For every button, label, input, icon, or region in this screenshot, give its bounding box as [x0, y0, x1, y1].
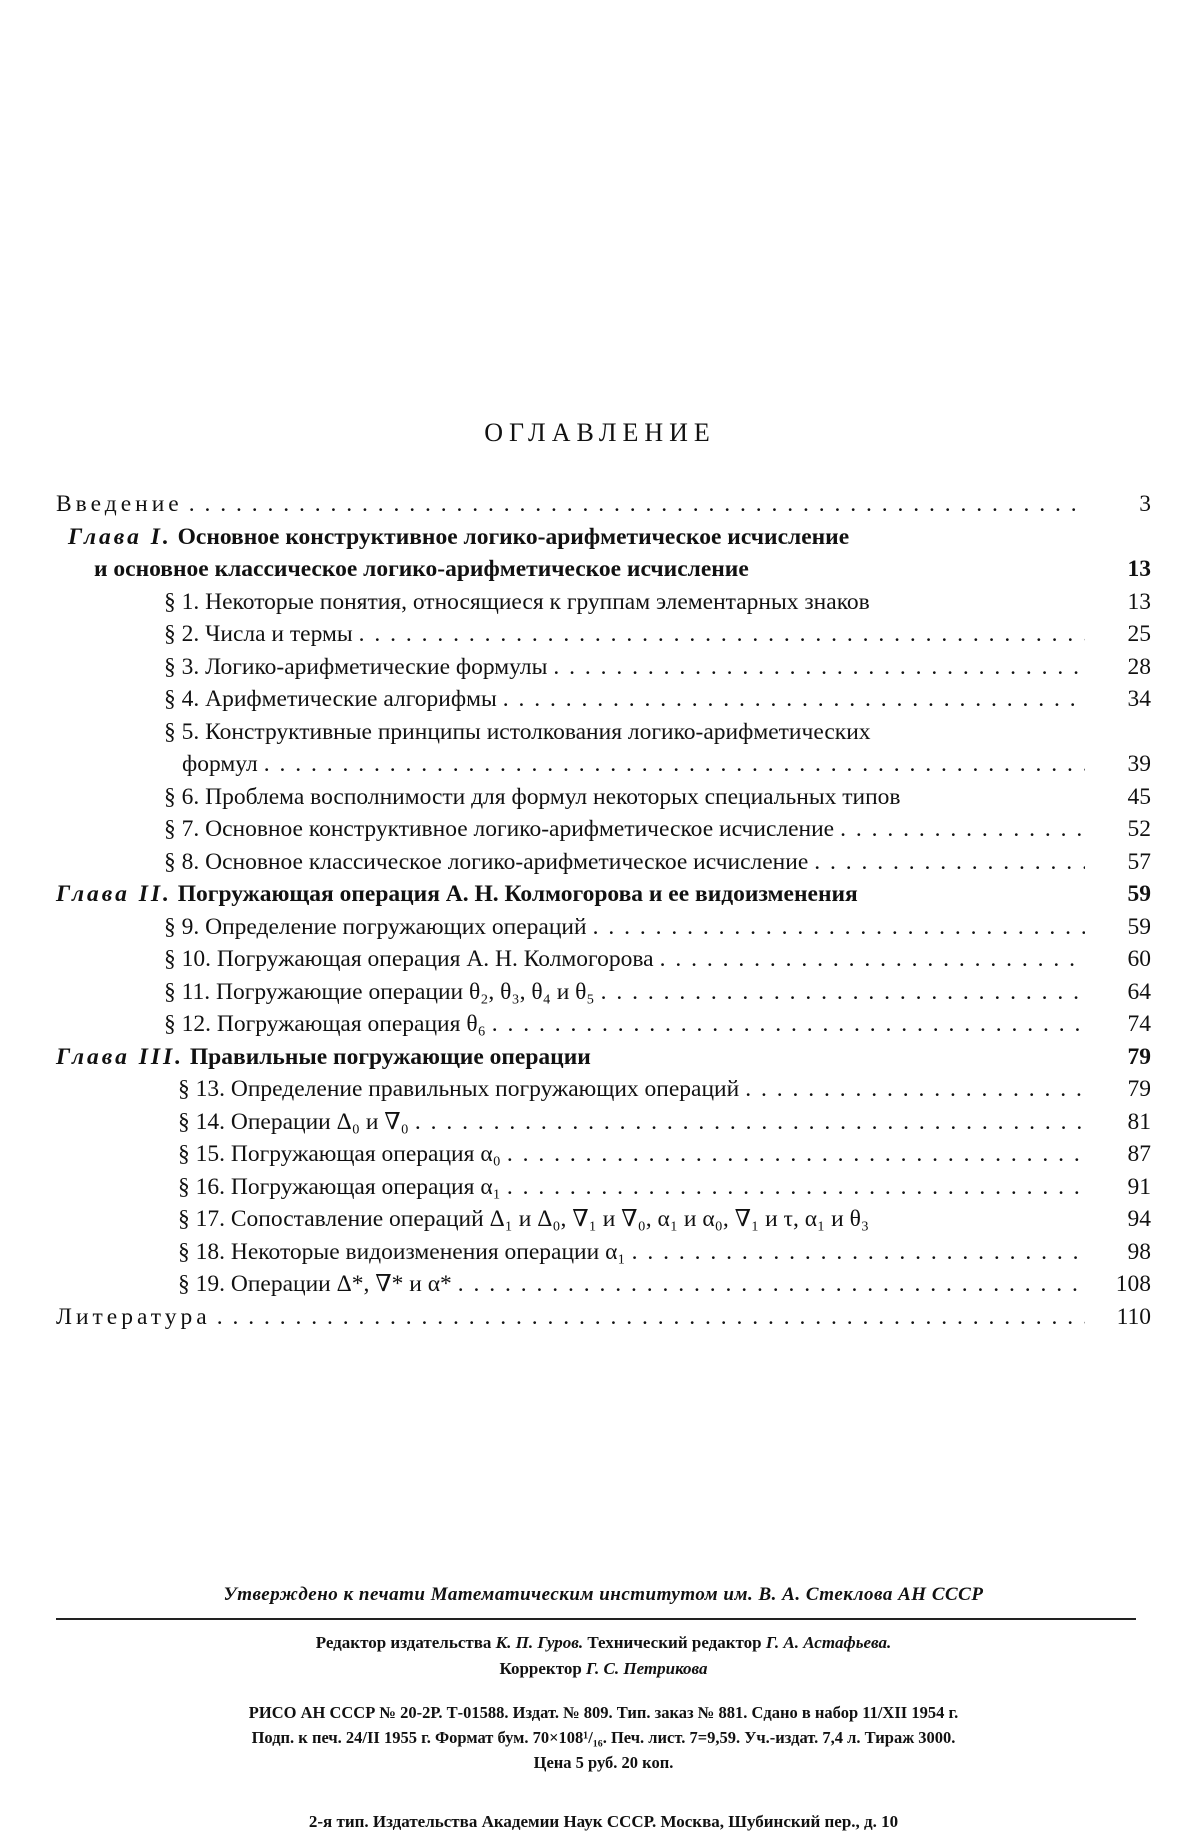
toc-section — [56, 586, 1151, 619]
section-title: § 2. Числа и термы — [164, 621, 353, 647]
dot-leader — [660, 943, 1085, 976]
section-title: § 11. Погружающие операции θ₂, θ₃, θ₄ и θ₅ — [164, 978, 595, 1005]
toc-page-number: 98 — [1127, 1238, 1151, 1265]
table-of-contents — [56, 488, 1151, 1333]
toc-section — [56, 813, 1151, 846]
section-title: § 13. Определение правильных погружающих операций — [178, 1076, 740, 1102]
dot-leader — [492, 1008, 1085, 1041]
section-title: § 18. Некоторые видоизменения операции α₁ — [178, 1238, 626, 1265]
section-title: § 8. Основное классическое логико-арифметическое исчисление — [164, 848, 809, 875]
toc-section — [56, 1268, 1151, 1301]
toc-page-number: 74 — [1127, 1011, 1151, 1037]
dot-leader — [189, 488, 1085, 521]
section-title: § 19. Операции Δ*, ∇* и α* — [178, 1271, 452, 1297]
toc-section — [56, 846, 1151, 879]
toc-section — [56, 1138, 1151, 1171]
tech-editor-name: Г. А. Астафьева. — [765, 1633, 892, 1652]
toc-page-number: 52 — [1127, 816, 1151, 842]
section-title: § 7. Основное конструктивное логико-арифметическое исчисление — [164, 816, 835, 842]
section-title: § 10. Погружающая операция А. Н. Колмогорова — [164, 946, 654, 972]
section-title: § 9. Определение погружающих операций — [164, 913, 587, 940]
dot-leader — [415, 1106, 1085, 1139]
section-title: § 15. Погружающая операция α₀ — [178, 1141, 501, 1167]
toc-section — [56, 716, 1151, 749]
toc-page-number: 110 — [1116, 1303, 1151, 1330]
section-title: § 5. Конструктивные принципы истолкования логико-арифметических — [164, 718, 871, 745]
imprint — [56, 1700, 1151, 1775]
dot-leader — [507, 1138, 1085, 1171]
chapter-title-line2: и основное классическое логико-арифметическое исчисление — [94, 556, 749, 582]
toc-page-number: 28 — [1127, 653, 1151, 680]
toc-section — [56, 1008, 1151, 1041]
section-title: § 16. Погружающая операция α₁ — [178, 1173, 501, 1200]
section-title: § 12. Погружающая операция θ₆ — [164, 1011, 486, 1037]
toc-page-number: 87 — [1127, 1141, 1151, 1167]
toc-section — [56, 781, 1151, 814]
toc-section — [56, 1171, 1151, 1204]
section-title: § 14. Операции Δ₀ и ∇₀ — [178, 1108, 409, 1135]
dot-leader — [507, 1171, 1085, 1204]
divider — [56, 1618, 1136, 1620]
chapter-title: Правильные погружающие операции — [189, 1043, 591, 1070]
dot-leader — [458, 1268, 1085, 1301]
toc-page-number: 94 — [1127, 1206, 1151, 1232]
dot-leader — [359, 618, 1085, 651]
dot-leader — [264, 748, 1085, 781]
toc-page-number: 25 — [1127, 621, 1151, 647]
chapter-label: Глава I. — [68, 523, 172, 550]
toc-page-number: 60 — [1127, 946, 1151, 972]
toc-section — [56, 683, 1151, 716]
toc-page-number: 59 — [1127, 881, 1151, 907]
section-title: § 4. Арифметические алгорифмы — [164, 686, 497, 712]
toc-section — [56, 1106, 1151, 1139]
toc-section — [56, 1073, 1151, 1106]
toc-page-number: 79 — [1127, 1043, 1151, 1070]
section-title: § 3. Логико-арифметические формулы — [164, 653, 548, 680]
corrector-label: Корректор — [499, 1659, 582, 1678]
toc-chapter-1-cont — [56, 553, 1151, 586]
section-title-cont: формул — [182, 751, 258, 777]
dot-leader — [601, 976, 1085, 1009]
toc-section — [56, 651, 1151, 684]
toc-page-number: 57 — [1127, 848, 1151, 875]
toc-page-number: 108 — [1115, 1271, 1151, 1297]
editor-label: Редактор издательства — [315, 1633, 492, 1652]
toc-entry-label: Введение — [56, 491, 183, 517]
section-title: § 1. Некоторые понятия, относящиеся к группам элементарных знаков — [164, 588, 870, 615]
toc-page-number: 39 — [1127, 751, 1151, 777]
toc-chapter-1 — [56, 521, 1151, 554]
toc-entry-literature — [56, 1301, 1151, 1334]
chapter-title: Погружающая операция А. Н. Колмогорова и ее видоизменения — [177, 881, 858, 907]
printing-house: 2-я тип. Издательства Академии Наук СССР. Москва, Шубинский пер., д. 10 — [308, 1812, 899, 1831]
toc-section — [56, 976, 1151, 1009]
section-title: § 17. Сопоставление операций Δ₁ и Δ₀, ∇₁ и ∇₀, α₁ и α₀, ∇₁ и τ, α₁ и θ₃ — [178, 1206, 870, 1232]
editors-credits — [56, 1630, 1151, 1682]
toc-page-number: 13 — [1127, 588, 1151, 615]
toc-entry-label: Литература — [56, 1303, 211, 1330]
chapter-label: Глава III. — [56, 1043, 185, 1070]
dot-leader — [814, 846, 1085, 879]
toc-section — [56, 911, 1151, 944]
dot-leader — [593, 911, 1085, 944]
imprint-line: РИСО АН СССР № 20-2Р. Т-01588. Издат. № 809. Тип. заказ № 881. Сдано в набор 11/XII 1954 г. — [248, 1703, 959, 1722]
toc-section — [56, 1203, 1151, 1236]
dot-leader — [745, 1073, 1085, 1106]
toc-section — [56, 618, 1151, 651]
toc-page-number: 79 — [1127, 1076, 1151, 1102]
dot-leader — [632, 1236, 1085, 1269]
toc-entry-intro — [56, 488, 1151, 521]
toc-section — [56, 943, 1151, 976]
toc-title: ОГЛАВЛЕНИЕ — [484, 418, 716, 447]
dot-leader — [503, 683, 1085, 716]
toc-page-number: 3 — [1139, 491, 1151, 517]
toc-chapter-3 — [56, 1041, 1151, 1074]
toc-chapter-2 — [56, 878, 1151, 911]
corrector-name: Г. С. Петрикова — [586, 1659, 708, 1678]
dot-leader — [217, 1301, 1085, 1334]
toc-page-number: 81 — [1127, 1108, 1151, 1135]
imprint-line: Подп. к печ. 24/II 1955 г. Формат бум. 70×108¹/₁₆. Печ. лист. 7=9,59. Уч.-издат. 7,4 л. Тираж 3000. — [251, 1728, 956, 1747]
approval-note: Утверждено к печати Математическим институтом им. В. А. Стеклова АН СССР — [223, 1584, 984, 1605]
editor-name: К. П. Гуров. — [495, 1633, 584, 1652]
toc-page-number: 91 — [1127, 1173, 1151, 1200]
toc-page-number: 64 — [1127, 978, 1151, 1005]
price: Цена 5 руб. 20 коп. — [533, 1753, 674, 1772]
dot-leader — [553, 651, 1085, 684]
toc-page-number: 59 — [1127, 913, 1151, 940]
dot-leader — [840, 813, 1085, 846]
toc-page-number: 13 — [1127, 556, 1151, 582]
tech-editor-label: Технический редактор — [587, 1633, 762, 1652]
chapter-title-line1: Основное конструктивное логико-арифметическое исчисление — [177, 523, 850, 550]
section-title: § 6. Проблема восполнимости для формул некоторых специальных типов — [164, 783, 901, 810]
toc-section — [56, 1236, 1151, 1269]
toc-page-number: 45 — [1127, 783, 1151, 810]
toc-page-number: 34 — [1127, 686, 1151, 712]
toc-section-cont — [56, 748, 1151, 781]
chapter-label: Глава II. — [56, 881, 172, 907]
